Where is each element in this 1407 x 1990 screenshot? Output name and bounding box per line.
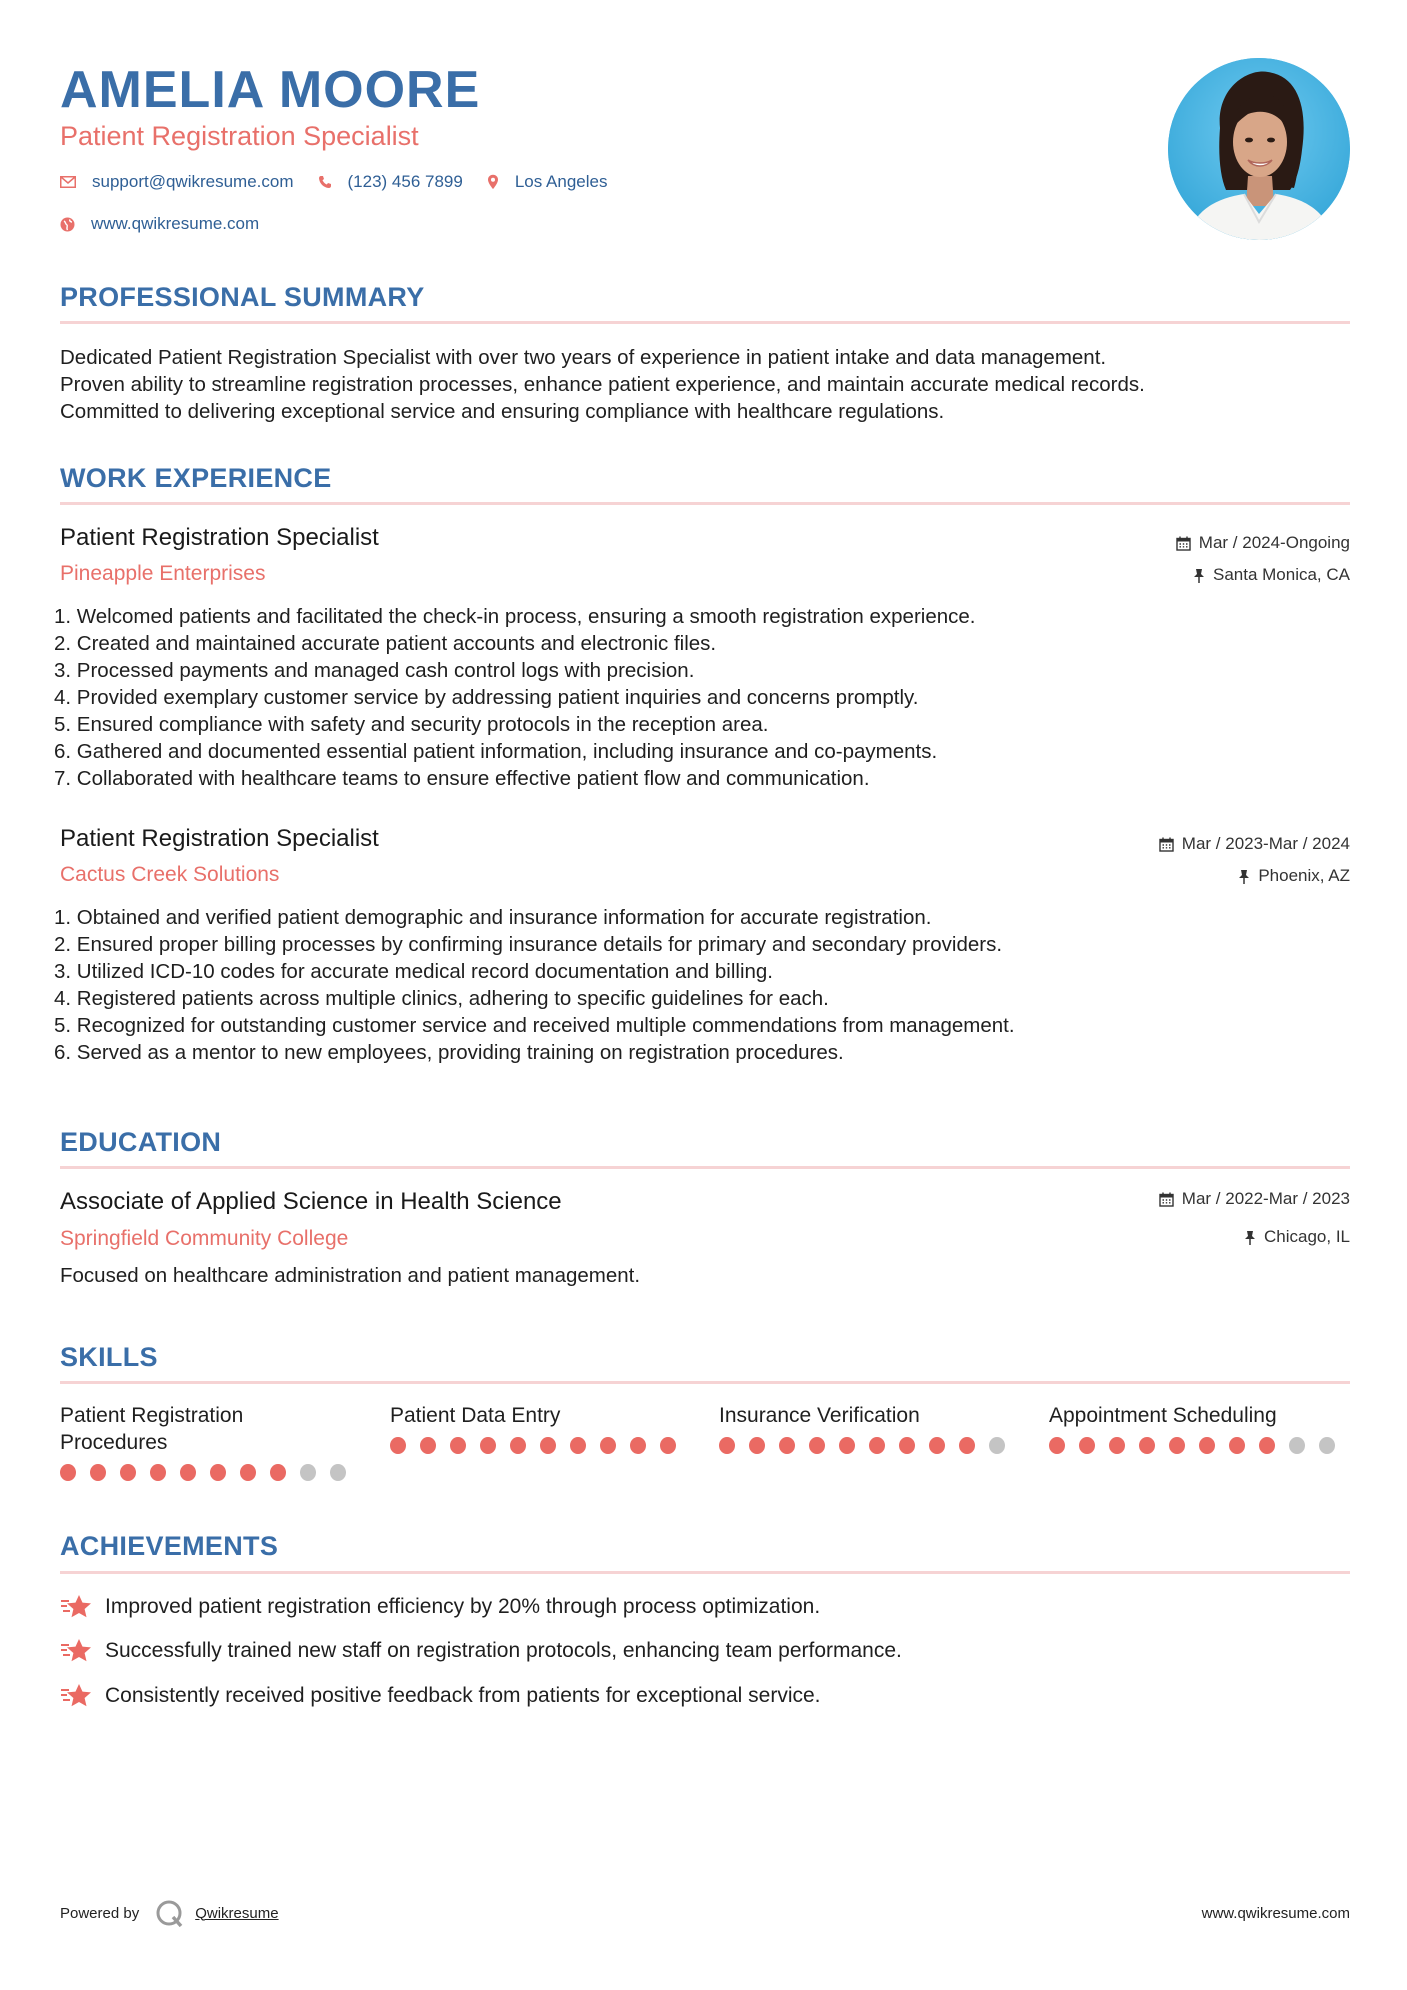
rating-dot-filled — [210, 1464, 226, 1481]
list-item: 7. Collaborated with healthcare teams to ensure effective patient flow and communication. — [54, 767, 870, 790]
section-title-skills: SKILLS — [60, 1342, 158, 1372]
rating-dot-filled — [600, 1437, 616, 1454]
education-dates — [1159, 1188, 1350, 1210]
rating-dot-filled — [1199, 1437, 1215, 1454]
rating-dot-filled — [540, 1437, 556, 1454]
summary-line: Proven ability to streamline registration processes, enhance patient experience, and maintain accurate medical records. — [60, 373, 1145, 396]
email-item[interactable] — [60, 172, 294, 192]
profile-photo — [1168, 58, 1350, 240]
candidate-title: Patient Registration Specialist — [60, 121, 419, 151]
skill-rating — [719, 1437, 1019, 1454]
job-dates-text: Mar / 2023-Mar / 2024 — [1181, 834, 1350, 853]
school-name: Springfield Community College — [60, 1227, 349, 1250]
job-title: Patient Registration Specialist — [60, 524, 379, 551]
map-pin-icon — [487, 174, 499, 190]
globe-icon — [60, 217, 75, 232]
skill-name: Insurance Verification — [719, 1404, 920, 1427]
rating-dot-filled — [270, 1464, 286, 1481]
education-location — [1244, 1226, 1350, 1248]
rating-dot-filled — [809, 1437, 825, 1454]
rating-dot-filled — [749, 1437, 765, 1454]
section-title-experience: WORK EXPERIENCE — [60, 463, 332, 493]
rating-dot-empty — [300, 1464, 316, 1481]
skill-name: Patient Registration Procedures — [60, 1404, 244, 1454]
rating-dot-filled — [719, 1437, 735, 1454]
rating-dot-filled — [390, 1437, 406, 1454]
phone-icon — [318, 175, 332, 189]
job-location — [1238, 865, 1350, 887]
rating-dot-filled — [899, 1437, 915, 1454]
achievement-item — [60, 1593, 820, 1620]
achievement-text: Successfully trained new staff on registration protocols, enhancing team performance. — [105, 1639, 902, 1662]
rating-dot-filled — [1169, 1437, 1185, 1454]
job-location — [1193, 564, 1350, 586]
rating-dot-filled — [1079, 1437, 1095, 1454]
skill-rating — [390, 1437, 690, 1454]
rating-dot-filled — [240, 1464, 256, 1481]
section-divider — [60, 1381, 1350, 1384]
rating-dot-filled — [630, 1437, 646, 1454]
profile-photo-illustration — [1168, 58, 1350, 240]
job-title: Patient Registration Specialist — [60, 825, 379, 852]
achievement-item — [60, 1682, 821, 1709]
website-text[interactable]: www.qwikresume.com — [91, 214, 260, 233]
job-responsibilities — [54, 603, 1354, 792]
education-dates-text: Mar / 2022-Mar / 2023 — [1181, 1189, 1350, 1208]
rating-dot-filled — [1049, 1437, 1065, 1454]
summary-line: Committed to delivering exceptional service and ensuring compliance with healthcare regulations. — [60, 400, 945, 423]
education-location-text: Chicago, IL — [1264, 1227, 1350, 1246]
section-divider — [60, 321, 1350, 324]
calendar-icon — [1159, 1192, 1174, 1207]
section-divider — [60, 1571, 1350, 1574]
list-item: 1. Welcomed patients and facilitated the check-in process, ensuring a smooth registration experience. — [54, 605, 976, 628]
skill-rating — [1049, 1437, 1349, 1454]
email-text[interactable]: support@qwikresume.com — [92, 172, 294, 191]
education-description: Focused on healthcare administration and patient management. — [60, 1264, 641, 1287]
footer-brand-link[interactable]: Qwikresume — [195, 1904, 279, 1922]
rating-dot-filled — [450, 1437, 466, 1454]
location-item — [487, 172, 608, 192]
list-item: 6. Served as a mentor to new employees, providing training on registration procedures. — [54, 1041, 844, 1064]
job-location-text: Santa Monica, CA — [1212, 565, 1350, 584]
candidate-name: AMELIA MOORE — [60, 61, 481, 119]
rating-dot-filled — [869, 1437, 885, 1454]
calendar-icon — [1159, 837, 1174, 852]
envelope-icon — [60, 176, 76, 188]
section-divider — [60, 502, 1350, 505]
rating-dot-empty — [1319, 1437, 1335, 1454]
section-title-education: EDUCATION — [60, 1127, 222, 1157]
rating-dot-empty — [1289, 1437, 1305, 1454]
list-item: 4. Provided exemplary customer service by addressing patient inquiries and concerns promptly. — [54, 686, 919, 709]
section-title-summary: PROFESSIONAL SUMMARY — [60, 282, 425, 312]
list-item: 3. Utilized ICD-10 codes for accurate medical record documentation and billing. — [54, 960, 774, 983]
powered-by-label: Powered by — [60, 1904, 140, 1922]
section-title-achievements: ACHIEVEMENTS — [60, 1531, 279, 1561]
job-dates-text: Mar / 2024-Ongoing — [1198, 533, 1350, 552]
footer-url[interactable]: www.qwikresume.com — [1201, 1905, 1350, 1922]
list-item: 5. Ensured compliance with safety and security protocols in the reception area. — [54, 713, 769, 736]
rating-dot-filled — [1139, 1437, 1155, 1454]
rating-dot-filled — [510, 1437, 526, 1454]
list-item: 2. Ensured proper billing processes by confirming insurance details for primary and secondary providers. — [54, 933, 1003, 956]
rating-dot-filled — [779, 1437, 795, 1454]
rating-dot-empty — [989, 1437, 1005, 1454]
rating-dot-filled — [90, 1464, 106, 1481]
list-item: 3. Processed payments and managed cash control logs with precision. — [54, 659, 695, 682]
pushpin-icon — [1244, 1230, 1256, 1245]
company-name: Pineapple Enterprises — [60, 562, 266, 585]
rating-dot-filled — [480, 1437, 496, 1454]
rating-dot-filled — [929, 1437, 945, 1454]
rating-dot-filled — [1109, 1437, 1125, 1454]
rating-dot-filled — [180, 1464, 196, 1481]
list-item: 6. Gathered and documented essential patient information, including insurance and co-payments. — [54, 740, 938, 763]
summary-text — [60, 344, 1350, 425]
star-badge-icon — [60, 1638, 93, 1664]
skill-name: Appointment Scheduling — [1049, 1404, 1277, 1427]
achievement-text: Improved patient registration efficiency by 20% through process optimization. — [105, 1595, 821, 1618]
website-item[interactable] — [60, 214, 259, 234]
job-dates — [1159, 833, 1350, 855]
section-divider — [60, 1166, 1350, 1169]
contact-row-1 — [60, 172, 631, 192]
star-badge-icon — [60, 1683, 93, 1709]
rating-dot-filled — [660, 1437, 676, 1454]
list-item: 1. Obtained and verified patient demographic and insurance information for accurate registration. — [54, 906, 932, 929]
pushpin-icon — [1238, 869, 1250, 884]
location-text: Los Angeles — [514, 172, 608, 191]
company-name: Cactus Creek Solutions — [60, 863, 280, 886]
footer-powered-by — [60, 1898, 279, 1928]
degree-title: Associate of Applied Science in Health Science — [60, 1188, 562, 1215]
pushpin-icon — [1193, 568, 1205, 583]
rating-dot-filled — [60, 1464, 76, 1481]
calendar-icon — [1176, 536, 1191, 551]
skill-rating — [60, 1464, 360, 1481]
contact-row-2 — [60, 214, 283, 234]
job-dates — [1176, 532, 1350, 554]
list-item: 5. Recognized for outstanding customer service and received multiple commendations from management. — [54, 1014, 1015, 1037]
star-badge-icon — [60, 1594, 93, 1620]
rating-dot-filled — [570, 1437, 586, 1454]
job-location-text: Phoenix, AZ — [1258, 866, 1350, 885]
rating-dot-empty — [330, 1464, 346, 1481]
skill-item — [60, 1402, 360, 1481]
rating-dot-filled — [120, 1464, 136, 1481]
skill-item — [390, 1402, 690, 1454]
skill-item — [1049, 1402, 1349, 1454]
summary-line: Dedicated Patient Registration Specialist with over two years of experience in patient intake and data management. — [60, 346, 1107, 369]
rating-dot-filled — [1259, 1437, 1275, 1454]
phone-item[interactable] — [318, 172, 463, 192]
skill-name: Patient Data Entry — [390, 1404, 561, 1427]
achievement-text: Consistently received positive feedback from patients for exceptional service. — [105, 1684, 821, 1707]
list-item: 4. Registered patients across multiple clinics, adhering to specific guidelines for each. — [54, 987, 829, 1010]
rating-dot-filled — [959, 1437, 975, 1454]
skill-item — [719, 1402, 1019, 1454]
list-item: 2. Created and maintained accurate patient accounts and electronic files. — [54, 632, 717, 655]
rating-dot-filled — [150, 1464, 166, 1481]
job-responsibilities — [54, 904, 1354, 1066]
rating-dot-filled — [420, 1437, 436, 1454]
achievement-item — [60, 1637, 902, 1664]
rating-dot-filled — [839, 1437, 855, 1454]
rating-dot-filled — [1229, 1437, 1245, 1454]
qwikresume-logo-icon — [153, 1898, 187, 1928]
phone-text: (123) 456 7899 — [347, 172, 463, 191]
